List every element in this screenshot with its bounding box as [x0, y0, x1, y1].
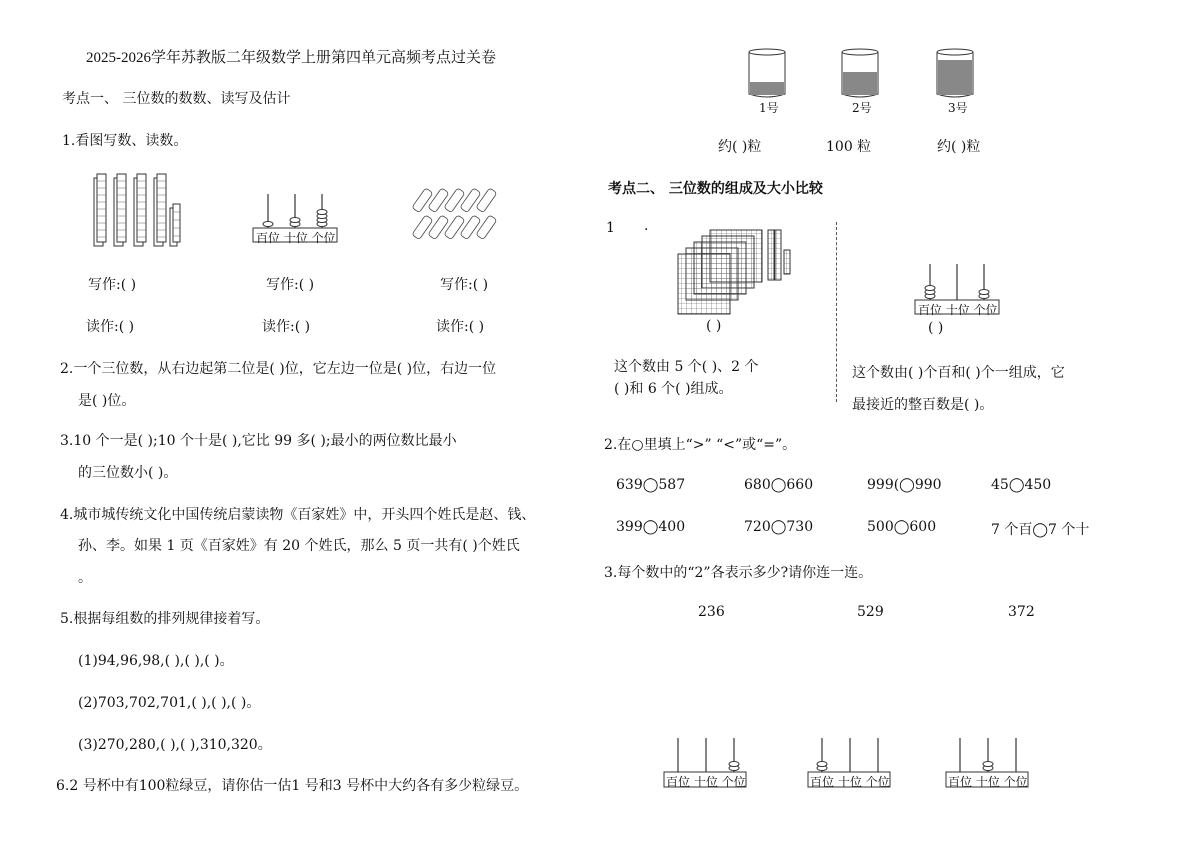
base-ten-blocks-figure — [676, 228, 796, 318]
abacus-bottom-label-1: 百位 十位 个位 — [666, 775, 746, 789]
q1-prompt: 1.看图写数、读数。 — [62, 133, 188, 149]
number-236[interactable]: 236 — [698, 604, 725, 620]
dashed-divider — [836, 222, 837, 402]
write-answer-1[interactable]: 写作:( ) — [88, 277, 137, 293]
section-heading-2: 考点二、 三位数的组成及大小比较 — [608, 181, 823, 197]
q5-item-3: (3)270,280,( ),( ),310,320。 — [78, 737, 272, 753]
write-answer-2[interactable]: 写作:( ) — [266, 277, 315, 293]
cup-label-1: 1号 — [759, 101, 779, 115]
q2-compare-prompt: 2.在○里填上“>” “<”或“=”。 — [604, 437, 797, 453]
blocks-statement-line1: 这个数由 5 个( )、2 个 — [614, 359, 759, 375]
bean-cups-figure — [745, 48, 985, 100]
compare-item-5[interactable]: 399◯400 — [616, 519, 686, 535]
compare-item-2[interactable]: 680◯660 — [744, 477, 814, 493]
abacus-label-1: 百位 十位 个位 — [256, 231, 336, 245]
abacus-statement-line2: 最接近的整百数是( )。 — [852, 397, 994, 413]
q4-line2: 孙、李。如果 1 页《百家姓》有 20 个姓氏，那么 5 页一共有( )个姓氏 — [78, 538, 520, 554]
number-372[interactable]: 372 — [1008, 604, 1035, 620]
q5-item-2: (2)703,702,701,( ),( ),( )。 — [78, 695, 261, 711]
compare-item-3[interactable]: 999(◯990 — [867, 477, 942, 493]
abacus-bottom-label-3: 百位 十位 个位 — [948, 775, 1028, 789]
cup-answer-1[interactable]: 约( )粒 — [718, 139, 762, 155]
q4-line3: 。 — [78, 570, 92, 586]
cup-answer-3[interactable]: 约( )粒 — [937, 139, 981, 155]
compare-item-1[interactable]: 639◯587 — [616, 477, 686, 493]
q3-line2: 的三位数小( )。 — [78, 465, 178, 481]
blocks-answer[interactable]: ( ) — [706, 318, 722, 334]
q6-prompt: 6.2 号杯中有100粒绿豆，请你估一估1 号和3 号杯中大约各有多少粒绿豆。 — [56, 778, 529, 794]
q5-prompt: 5.根据每组数的排列规律接着写。 — [60, 611, 270, 627]
read-answer-1[interactable]: 读作:( ) — [86, 319, 135, 335]
q5-item-1: (1)94,96,98,( ),( ),( )。 — [78, 653, 234, 669]
stick-bundles-figure — [412, 185, 498, 245]
q1-dot: . — [644, 218, 649, 234]
compare-item-4[interactable]: 45◯450 — [991, 477, 1052, 493]
cup-label-3: 3号 — [948, 101, 968, 115]
q4-line1: 4.城市城传统文化中国传统启蒙读物《百家姓》中，开头四个姓氏是赵、钱、 — [60, 507, 536, 523]
write-answer-3[interactable]: 写作:( ) — [440, 277, 489, 293]
abacus-bottom-label-2: 百位 十位 个位 — [810, 775, 890, 789]
q3-line1: 3.10 个一是( );10 个十是( ),它比 99 多( );最小的两位数比最小 — [60, 433, 457, 449]
read-answer-3[interactable]: 读作:( ) — [436, 319, 485, 335]
base-ten-rods-figure — [90, 170, 190, 250]
compare-item-8[interactable]: 7 个百◯7 个十 — [991, 522, 1090, 538]
compare-item-7[interactable]: 500◯600 — [867, 519, 937, 535]
q1-number: 1 — [606, 220, 615, 236]
page-title: 2025-2026学年苏教版二年级数学上册第四单元高频考点过关卷 — [86, 50, 496, 66]
abacus-statement-line1: 这个数由( )个百和( )个一组成，它 — [852, 365, 1065, 381]
q3-connect-prompt: 3.每个数中的“2”各表示多少?请你连一连。 — [604, 565, 873, 581]
section-heading-1: 考点一、 三位数的数数、读写及估计 — [62, 91, 291, 107]
cup-answer-2: 100 粒 — [826, 139, 872, 155]
blocks-statement-line2: ( )和 6 个( )组成。 — [614, 381, 733, 397]
abacus-answer[interactable]: ( ) — [928, 320, 944, 336]
q2-line1: 2.一个三位数，从右边起第二位是( )位，它左边一位是( )位，右边一位 — [60, 361, 497, 377]
q2-line2: 是( )位。 — [78, 393, 136, 409]
compare-item-6[interactable]: 720◯730 — [744, 519, 814, 535]
abacus-label-2: 百位 十位 个位 — [918, 303, 998, 317]
number-529[interactable]: 529 — [857, 604, 884, 620]
cup-label-2: 2号 — [852, 101, 872, 115]
read-answer-2[interactable]: 读作:( ) — [262, 319, 311, 335]
